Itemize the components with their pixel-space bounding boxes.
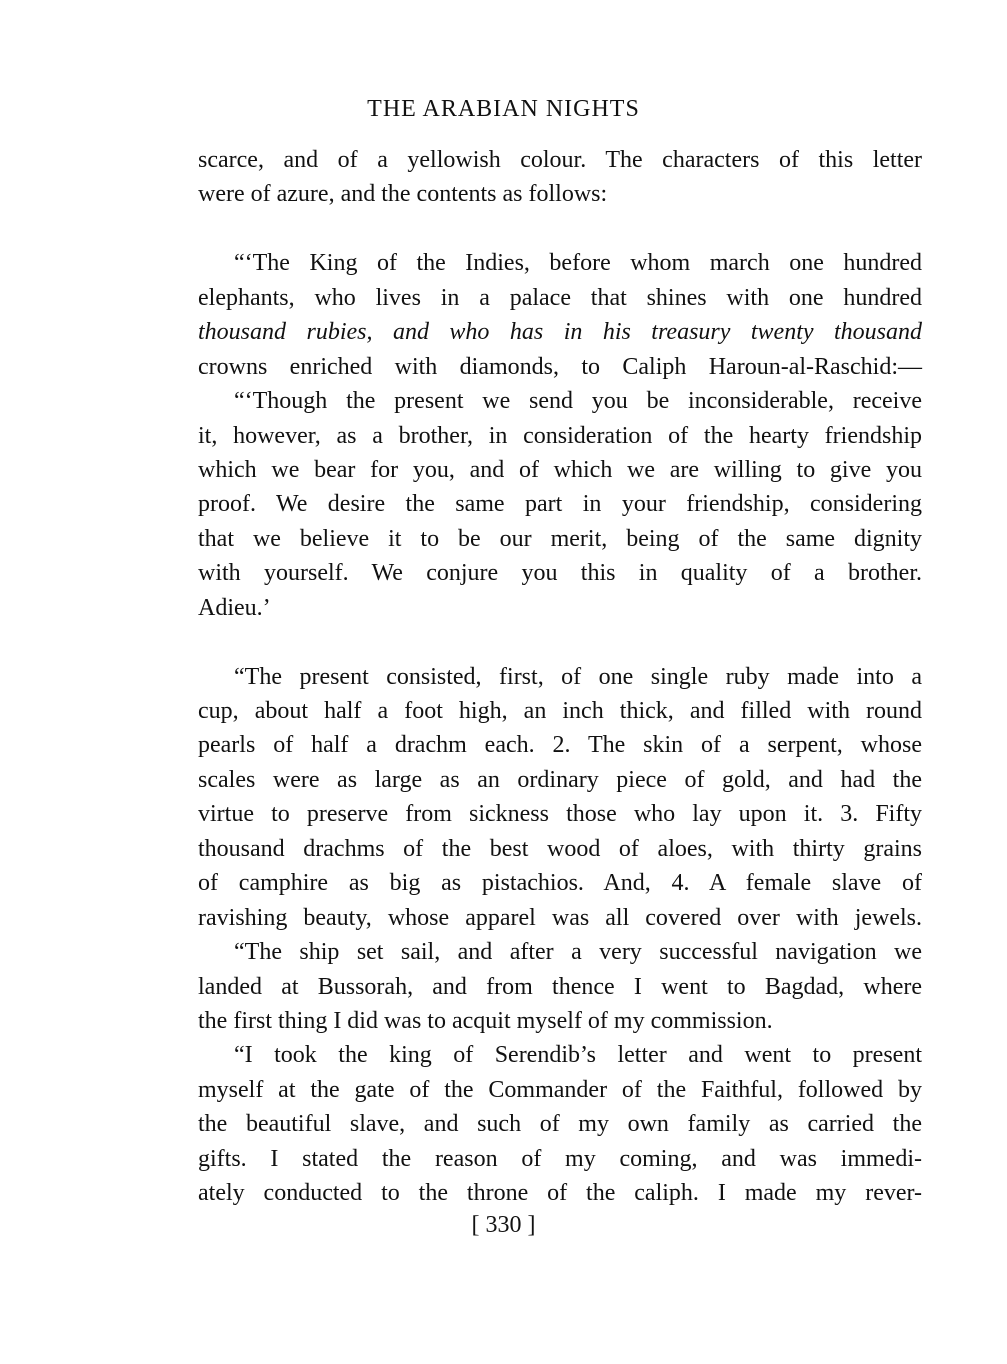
text-line: with yourself. We conjure you this in quality of a brother. xyxy=(198,560,922,587)
text-line: the first thing I did was to acquit myself of my commission. xyxy=(198,1007,773,1034)
text-line: elephants, who lives in a palace that shines with one hundred xyxy=(198,284,922,311)
text-line: thousand rubies, and who has in his treasury twenty thousand xyxy=(198,319,922,346)
paragraph xyxy=(198,660,922,936)
text-line: “I took the king of Serendib’s letter and went to present xyxy=(234,1042,922,1069)
text-line: gifts. I stated the reason of my coming, and was immedi- xyxy=(198,1145,922,1172)
text-line: “The present consisted, first, of one single ruby made into a xyxy=(234,663,922,690)
text-line: “‘The King of the Indies, before whom march one hundred xyxy=(234,250,922,277)
text-line: ravishing beauty, whose apparel was all covered over with jewels. xyxy=(198,904,922,931)
text-line: scales were as large as an ordinary piece of gold, and had the xyxy=(198,766,922,793)
text-line: the beautiful slave, and such of my own family as carried the xyxy=(198,1111,922,1138)
paragraph xyxy=(198,246,922,384)
paragraph xyxy=(198,384,922,625)
text-line: “‘Though the present we send you be inconsiderable, receive xyxy=(234,388,922,415)
text-line: ately conducted to the throne of the caliph. I made my rever- xyxy=(198,1180,922,1207)
text-line: of camphire as big as pistachios. And, 4. A female slave of xyxy=(198,870,922,897)
page-body xyxy=(198,143,922,1211)
text-line: myself at the gate of the Commander of the Faithful, followed by xyxy=(198,1076,922,1103)
paragraph xyxy=(198,143,922,212)
text-line: landed at Bussorah, and from thence I went to Bagdad, where xyxy=(198,973,922,1000)
text-line: which we bear for you, and of which we are willing to give you xyxy=(198,456,922,483)
text-line: proof. We desire the same part in your friendship, considering xyxy=(198,491,922,518)
text-line: crowns enriched with diamonds, to Caliph Haroun-al-Raschid:— xyxy=(198,353,922,380)
text-line: “The ship set sail, and after a very successful navigation we xyxy=(234,939,922,966)
text-line: pearls of half a drachm each. 2. The skin of a serpent, whose xyxy=(198,732,922,759)
text-line: it, however, as a brother, in consideration of the hearty friendship xyxy=(198,422,922,449)
paragraph xyxy=(198,1038,922,1210)
text-line: were of azure, and the contents as follows: xyxy=(198,181,608,208)
text-line: that we believe it to be our merit, being of the same dignity xyxy=(198,525,922,552)
page-number: [ 330 ] xyxy=(471,1212,536,1238)
running-header: THE ARABIAN NIGHTS xyxy=(367,96,640,122)
text-line: Adieu.’ xyxy=(198,594,271,621)
paragraph xyxy=(198,935,922,1038)
text-line: cup, about half a foot high, an inch thick, and filled with round xyxy=(198,698,922,724)
text-line: virtue to preserve from sickness those who lay upon it. 3. Fifty xyxy=(198,801,922,828)
text-line: scarce, and of a yellowish colour. The characters of this letter xyxy=(198,147,922,173)
text-line: thousand drachms of the best wood of aloes, with thirty grains xyxy=(198,835,922,862)
